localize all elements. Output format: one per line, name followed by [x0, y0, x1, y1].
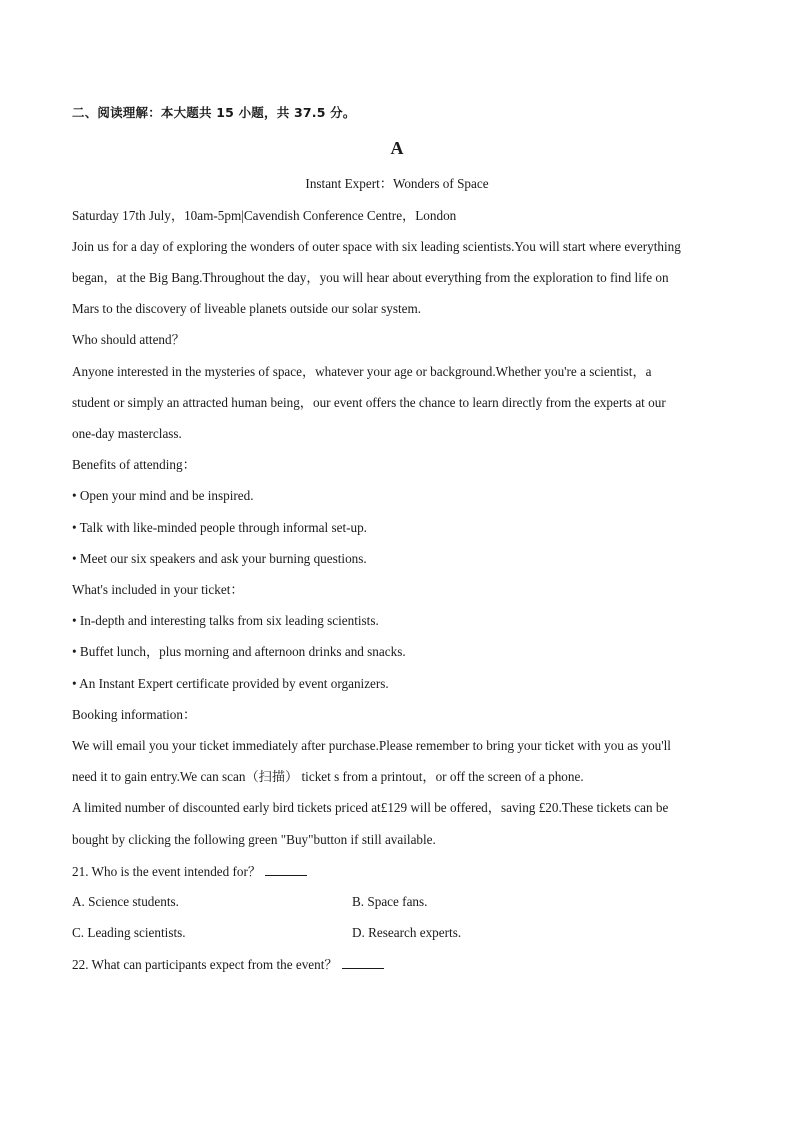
option-d[interactable]: D. Research experts.	[352, 925, 462, 940]
question-21-options-row	[72, 894, 722, 910]
event-line: Saturday 17th July，10am-5pm|Cavendish Conference Centre，London	[72, 208, 457, 223]
booking-text-line: We will email you your ticket immediately after purchase.Please remember to bring your ticket with you as you'll	[72, 738, 671, 753]
option-a[interactable]: A. Science students.	[72, 894, 179, 909]
question-21	[72, 863, 307, 880]
included-item: • In-depth and interesting talks from six leading scientists.	[72, 613, 379, 628]
booking-heading: Booking information：	[72, 707, 197, 722]
question-22	[72, 956, 384, 973]
booking-text-line: bought by clicking the following green "Buy"button if still available.	[72, 832, 436, 847]
answer-blank[interactable]	[342, 956, 384, 969]
option-b[interactable]: B. Space fans.	[352, 894, 428, 909]
booking-text-line: A limited number of discounted early bird tickets priced at£129 will be offered，saving £20.These tickets can be	[72, 800, 669, 815]
passage-title: Instant Expert：Wonders of Space	[305, 176, 489, 191]
intro-line: Mars to the discovery of liveable planets outside our solar system.	[72, 301, 422, 316]
who-text-line: one-day masterclass.	[72, 426, 182, 441]
benefit-item: • Meet our six speakers and ask your burning questions.	[72, 551, 367, 566]
benefits-heading: Benefits of attending：	[72, 457, 196, 472]
benefit-item: • Talk with like-minded people through informal set-up.	[72, 520, 367, 535]
answer-blank[interactable]	[265, 863, 307, 876]
included-heading: What's included in your ticket：	[72, 582, 244, 597]
included-item: • An Instant Expert certificate provided by event organizers.	[72, 676, 389, 691]
question-22-stem: 22. What can participants expect from the event？	[72, 957, 338, 972]
booking-text-line: need it to gain entry.We can scan（扫描） ticket s from a printout，or off the screen of a phone.	[72, 769, 584, 784]
who-text-line: student or simply an attracted human being，our event offers the chance to learn directly from the experts at our	[72, 395, 666, 410]
question-21-options-row	[72, 925, 722, 941]
who-heading: Who should attend？	[72, 332, 185, 347]
passage-letter: A	[390, 138, 404, 158]
intro-line: Join us for a day of exploring the wonders of outer space with six leading scientists.You will start where everything	[72, 239, 681, 254]
intro-line: began，at the Big Bang.Throughout the day，you will hear about everything from the exploration to find life on	[72, 270, 669, 285]
section-heading: 二、阅读理解：本大题共 15 小题，共 37.5 分。	[72, 105, 356, 120]
question-21-stem: 21. Who is the event intended for？	[72, 864, 262, 879]
who-text-line: Anyone interested in the mysteries of space，whatever your age or background.Whether you're a scientist，a	[72, 364, 652, 379]
option-c[interactable]: C. Leading scientists.	[72, 925, 186, 940]
included-item: • Buffet lunch，plus morning and afternoon drinks and snacks.	[72, 644, 406, 659]
benefit-item: • Open your mind and be inspired.	[72, 488, 254, 503]
